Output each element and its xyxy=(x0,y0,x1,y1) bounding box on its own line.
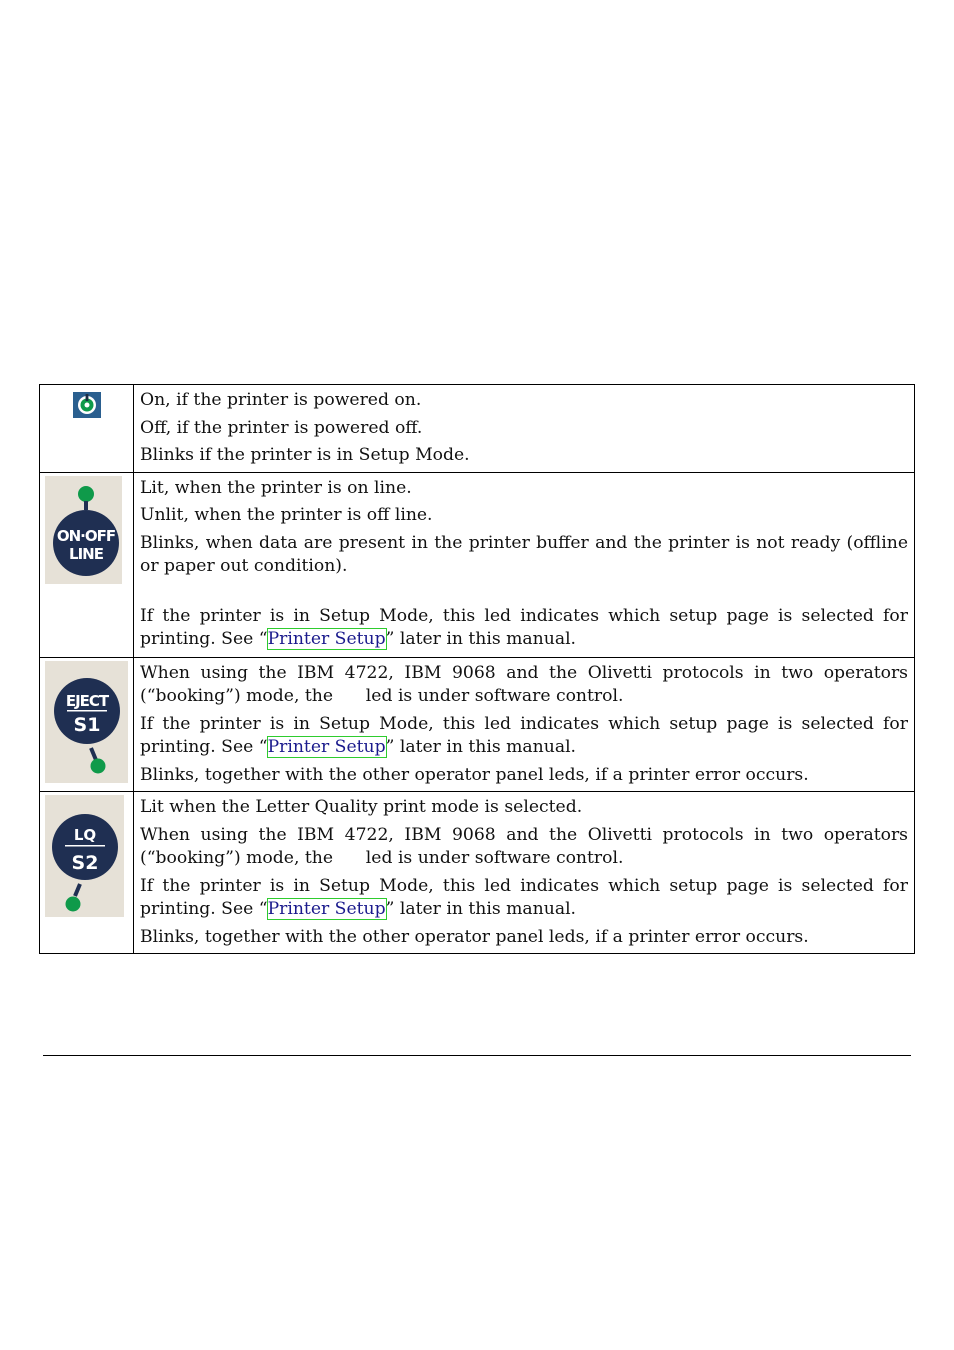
text-line: On, if the printer is powered on. xyxy=(140,390,422,410)
text-line: Blinks, when data are present in the printer buffer and the printer is not ready (offline or paper out condition). xyxy=(140,532,908,576)
text-line: Lit, when the printer is on line. xyxy=(140,477,412,498)
key-label: S2 xyxy=(71,852,99,874)
setup-line: If the printer is in Setup Mode, this led indicates which setup page is selected for printing. See “Printer Setup” later in this manual. xyxy=(140,713,908,757)
printer-setup-link[interactable]: Printer Setup xyxy=(267,899,386,919)
table-row-online xyxy=(40,472,915,657)
power-led-icon xyxy=(40,385,133,425)
eject-s1-key-icon xyxy=(40,658,133,786)
printer-setup-link[interactable]: Printer Setup xyxy=(267,629,386,649)
icon-cell xyxy=(40,385,134,473)
setup-line: If the printer is in Setup Mode, this led indicates which setup page is selected for printing. See “Printer Setup” later in this manual. xyxy=(140,875,908,919)
text-line: Blinks, together with the other operator panel leds, if a printer error occurs. xyxy=(140,926,809,947)
table-row-power xyxy=(40,385,915,473)
text-line: Unlit, when the printer is off line. xyxy=(140,505,433,525)
key-label: S1 xyxy=(73,713,101,736)
icon-cell xyxy=(40,657,134,792)
printer-setup-link[interactable]: Printer Setup xyxy=(267,737,386,757)
online-description xyxy=(134,472,915,657)
lq-s2-key-icon xyxy=(40,792,133,918)
text-line: Blinks if the printer is in Setup Mode. xyxy=(140,445,470,465)
key-label: LQ xyxy=(73,826,97,844)
key-label: LINE xyxy=(69,544,103,563)
key-label: ON·OFF xyxy=(56,526,116,545)
footer-rule xyxy=(43,1055,911,1056)
icon-cell xyxy=(40,472,134,657)
text-line: Lit when the Letter Quality print mode is selected. xyxy=(140,797,583,817)
text-line: Blinks, together with the other operator panel leds, if a printer error occurs. xyxy=(140,764,809,785)
text-line: When using the IBM 4722, IBM 9068 and the Olivetti protocols in two operators (“booking”) mode, the led is under software control. xyxy=(140,824,908,868)
text-line: Off, if the printer is powered off. xyxy=(140,417,423,438)
power-description xyxy=(134,385,915,473)
lq-description xyxy=(134,792,915,954)
table-row-eject xyxy=(40,657,915,792)
led-description-table xyxy=(39,384,915,954)
eject-description xyxy=(134,657,915,792)
icon-cell xyxy=(40,792,134,954)
key-label: EJECT xyxy=(65,691,109,710)
on-off-line-key-icon xyxy=(40,473,133,585)
setup-line: If the printer is in Setup Mode, this led indicates which setup page is selected for printing. See “Printer Setup” later in this manual. xyxy=(140,605,908,649)
text-line: When using the IBM 4722, IBM 9068 and the Olivetti protocols in two operators (“booking”) mode, the led is under software control. xyxy=(140,662,908,706)
table-row-lq xyxy=(40,792,915,954)
